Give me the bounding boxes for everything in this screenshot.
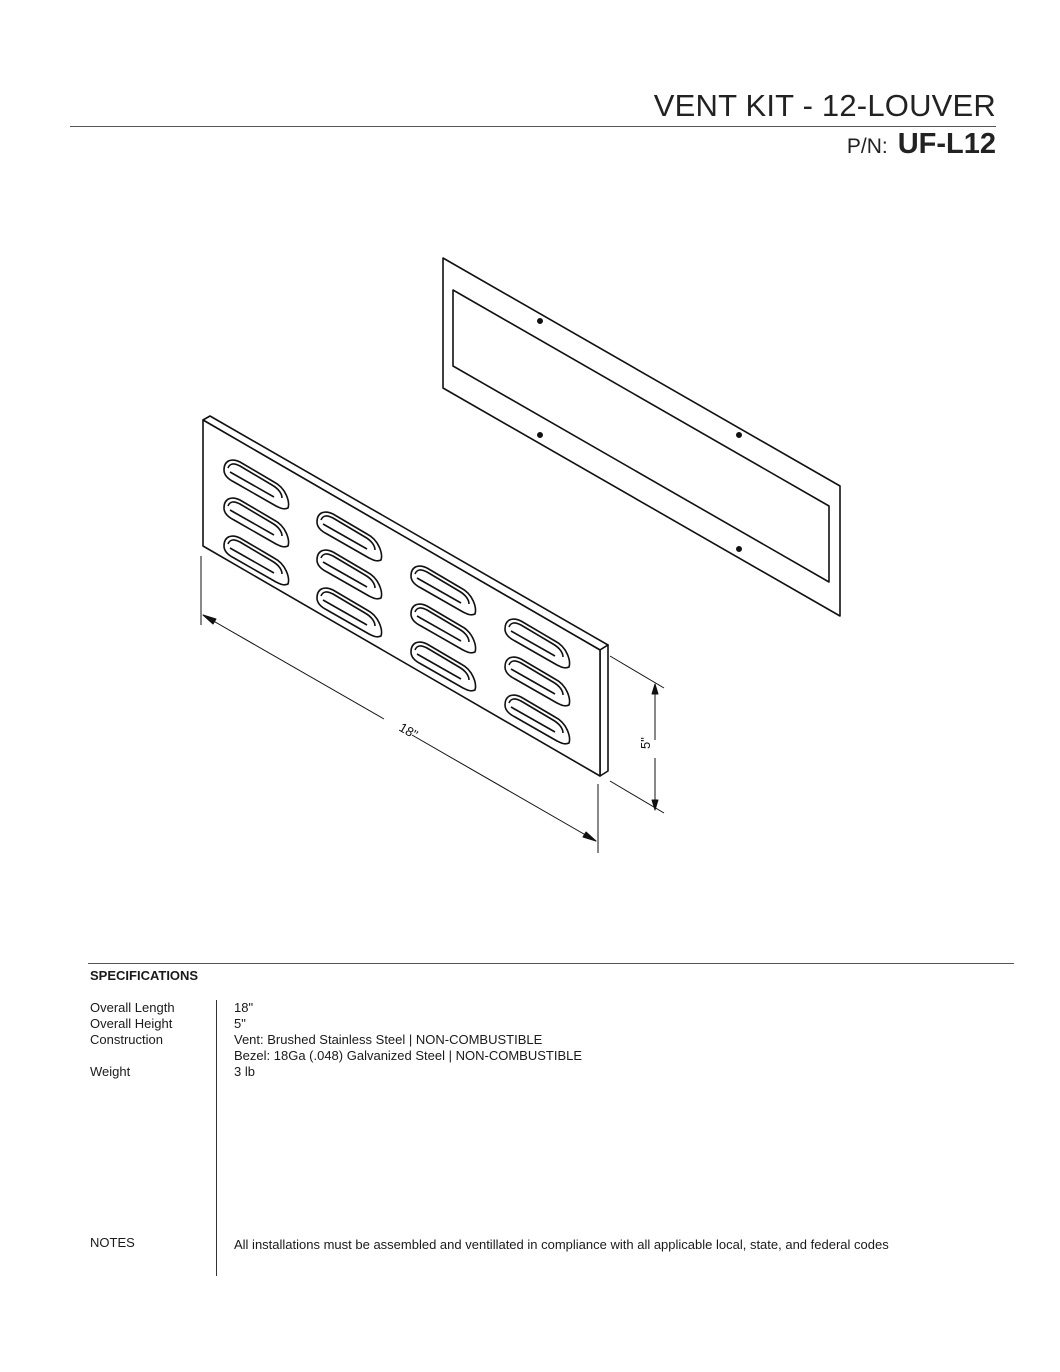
spec-value: 3 lb [234, 1064, 255, 1079]
spec-row-overall-height [90, 1016, 582, 1032]
spec-label: Overall Length [90, 1000, 175, 1015]
spec-value: Bezel: 18Ga (.048) Galvanized Steel | NON-COMBUSTIBLE [234, 1048, 583, 1063]
specifications-table [90, 1000, 582, 1080]
part-number-value: UF-L12 [897, 128, 996, 160]
spec-row-weight [90, 1064, 582, 1080]
spec-row-overall-length [90, 1000, 582, 1016]
height-dimension-label: 5" [638, 737, 653, 749]
specifications-heading: SPECIFICATIONS [90, 968, 199, 983]
spec-label: Overall Height [90, 1016, 173, 1031]
spec-value: 5" [234, 1016, 246, 1031]
notes-section [90, 1235, 889, 1252]
part-number-label: P/N: [846, 135, 888, 158]
product-title: VENT KIT - 12-LOUVER [653, 88, 996, 123]
bezel-frame [443, 258, 840, 616]
spec-value: 18" [234, 1000, 254, 1015]
spec-label: Weight [90, 1064, 131, 1079]
spec-row-construction [90, 1032, 582, 1064]
height-dimension [610, 656, 664, 813]
spec-value: Vent: Brushed Stainless Steel | NON-COMBUSTIBLE [234, 1032, 543, 1047]
notes-label: NOTES [90, 1235, 135, 1250]
notes-text: All installations must be assembled and ventillated in compliance with all applicable local, state, and federal codes [234, 1237, 889, 1252]
spec-label: Construction [90, 1032, 163, 1047]
specifications-divider [88, 963, 1014, 964]
length-dimension-label: 18" [396, 719, 421, 743]
